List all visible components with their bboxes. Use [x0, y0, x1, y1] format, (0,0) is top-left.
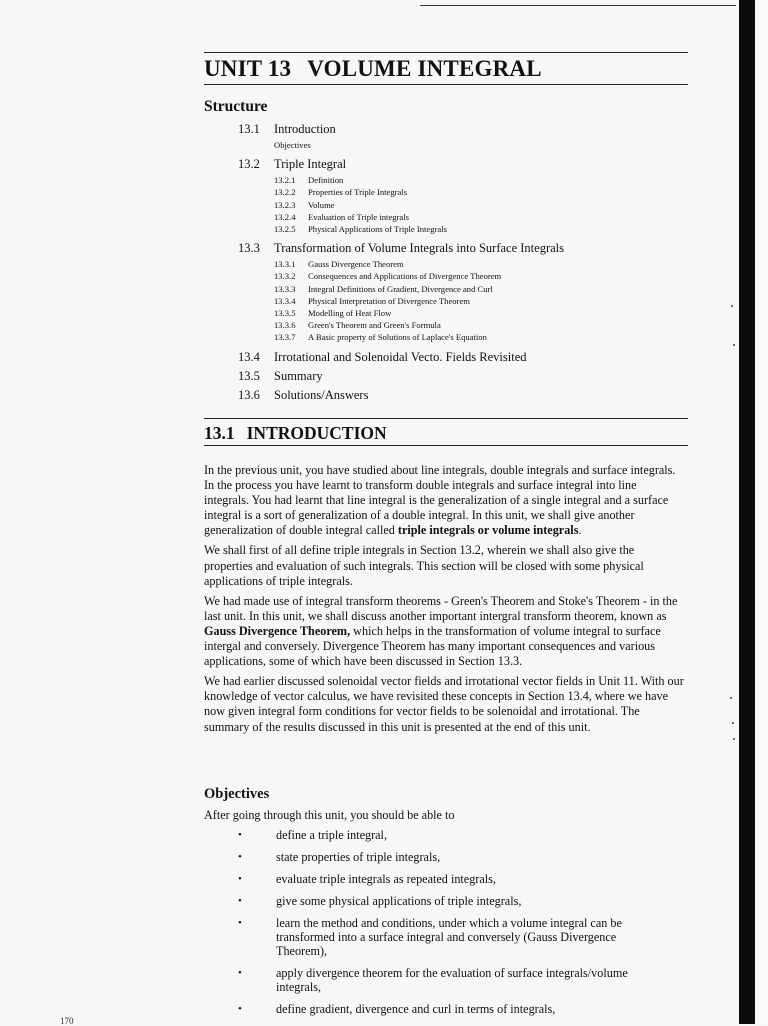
bullet-icon: • [238, 873, 242, 885]
list-item [238, 850, 668, 864]
bullet-icon: • [238, 851, 242, 863]
toc-subitem-label: Consequences and Applications of Divergence Theorem [308, 271, 502, 282]
section-name: INTRODUCTION [246, 423, 387, 443]
header-rule-bottom [204, 84, 688, 85]
toc-subitem-label: Properties of Triple Integrals [308, 187, 408, 198]
table-of-contents [238, 120, 718, 405]
toc-subitem-label: Green's Theorem and Green's Formula [308, 320, 441, 331]
toc-subitem [274, 139, 718, 151]
scan-margin [755, 0, 768, 1024]
toc-subitem-number: 13.2.4 [274, 211, 296, 222]
list-item [238, 894, 668, 908]
toc-item-number: 13.1 [238, 122, 260, 136]
paragraph-text: In the previous unit, you have studied about line integrals, double integrals and surface integrals. In the process you have learnt to transform double integrals and surface integral into line integrals. You had learnt that line integral is the generalization of a single integral and a surface integral is a sort of generalization of a double integral. In this unit, we shall give another generalization of double integral called [204, 463, 676, 538]
toc-subitem-label: Definition [308, 175, 344, 186]
toc-subitem [274, 270, 718, 282]
toc-item-number: 13.5 [238, 368, 260, 383]
toc-item-number: 13.6 [238, 387, 260, 402]
toc-item [238, 120, 718, 139]
toc-item-label: Irrotational and Solenoidal Vecto. Fields Revisited [274, 349, 527, 364]
list-item-text: learn the method and conditions, under which a volume integral can be transformed into a surface integral and conversely (Gauss Divergence Theorem), [276, 916, 622, 958]
toc-item-label: Triple Integral [274, 157, 347, 172]
toc-subitem-label: Objectives [274, 140, 311, 150]
header-rule-top [204, 52, 688, 53]
scan-speck [731, 305, 733, 307]
toc-subitem-number: 13.3.5 [274, 308, 296, 319]
toc-item-label: Summary [274, 368, 323, 383]
toc-subitem-number: 13.3.7 [274, 332, 296, 343]
section-number: 13.1 [204, 423, 235, 443]
toc-subitem [274, 223, 718, 235]
toc-subitem-label: Modelling of Heat Flow [308, 308, 392, 319]
objectives-heading: Objectives [204, 786, 270, 802]
paragraph [204, 543, 684, 588]
structure-heading: Structure [204, 98, 268, 115]
toc-subitem [274, 331, 718, 343]
toc-item-label: Solutions/Answers [274, 387, 369, 402]
paragraph [204, 463, 684, 538]
toc-item-number: 13.2 [238, 157, 260, 172]
toc-subitem-label: Integral Definitions of Gradient, Divergence and Curl [308, 283, 493, 294]
toc-subitem-label: A Basic property of Solutions of Laplace's Equation [308, 332, 487, 343]
list-item-text: give some physical applications of triple integrals, [276, 894, 522, 908]
paragraph [204, 674, 684, 734]
toc-item [238, 386, 718, 405]
paragraph-emphasis: Gauss Divergence Theorem, [204, 623, 351, 638]
objectives-list [238, 828, 668, 1024]
unit-title [204, 56, 542, 82]
list-item-text: apply divergence theorem for the evaluation of surface integrals/volume integrals, [276, 966, 628, 994]
toc-subitem-label: Volume [308, 199, 335, 210]
introduction-body [204, 463, 684, 740]
scan-speck [730, 697, 732, 699]
bullet-icon: • [238, 1003, 242, 1015]
list-item-text: define gradient, divergence and curl in terms of integrals, [276, 1002, 556, 1016]
toc-item-label: Transformation of Volume Integrals into Surface Integrals [274, 241, 564, 256]
toc-subitem-number: 13.2.5 [274, 224, 296, 235]
toc-item-number: 13.3 [238, 241, 260, 256]
paragraph [204, 594, 684, 669]
bullet-icon: • [238, 967, 242, 979]
toc-item [238, 367, 718, 386]
toc-subitem-number: 13.3.6 [274, 320, 296, 331]
toc-subitem [274, 307, 718, 319]
toc-subitem [274, 186, 718, 198]
list-item [238, 966, 668, 994]
toc-subitem-label: Evaluation of Triple integrals [308, 211, 409, 222]
scan-speck [733, 738, 735, 740]
toc-item [238, 239, 718, 258]
section-rule-top [204, 418, 688, 419]
bullet-icon: • [238, 895, 242, 907]
scan-binding-shadow [739, 0, 755, 1024]
toc-item [238, 155, 718, 174]
toc-subitem [274, 211, 718, 223]
list-item-text: state properties of triple integrals, [276, 850, 441, 864]
section-rule-bottom [204, 445, 688, 446]
toc-subitem-number: 13.2.2 [274, 187, 296, 198]
paragraph-text: We shall first of all define triple integrals in Section 13.2, wherein we shall also give the properties and evaluation of such integrals. This section will be closed with some physical applications of triple integrals. [204, 543, 644, 588]
toc-subitem [274, 174, 718, 186]
list-item [238, 828, 668, 842]
toc-subitem [274, 258, 718, 270]
toc-subitem [274, 199, 718, 211]
scan-speck [732, 722, 734, 724]
bullet-icon: • [238, 829, 242, 841]
list-item-text: define a triple integral, [276, 828, 387, 842]
list-item-text: evaluate triple integrals as repeated integrals, [276, 872, 496, 886]
objectives-intro: After going through this unit, you should be able to [204, 808, 455, 822]
toc-subitem-number: 13.3.2 [274, 271, 296, 282]
toc-subitem-number: 13.3.3 [274, 283, 296, 294]
scan-top-line [420, 5, 736, 6]
list-item [238, 1002, 668, 1016]
toc-item [238, 348, 718, 367]
toc-subitem-number: 13.2.3 [274, 199, 296, 210]
scan-speck [733, 344, 735, 346]
toc-subitem [274, 319, 718, 331]
toc-item-label: Introduction [274, 122, 336, 136]
list-item [238, 872, 668, 886]
toc-subitem [274, 295, 718, 307]
toc-subitem-label: Physical Interpretation of Divergence Theorem [308, 295, 470, 306]
unit-number: UNIT 13 [204, 56, 292, 81]
paragraph-text: We had earlier discussed solenoidal vector fields and irrotational vector fields in Unit 11. With our knowledge of vector calculus, we have revisited these concepts in Section 13.4, where we have now given integral form conditions for vector fields to be solenoidal and irrotational. The summary of the results discussed in this unit is presented at the end of this unit. [204, 674, 684, 734]
unit-name: VOLUME INTEGRAL [307, 56, 542, 81]
toc-subitem-number: 13.3.4 [274, 295, 296, 306]
toc-subitem [274, 283, 718, 295]
toc-subitem-label: Physical Applications of Triple Integrals [308, 224, 447, 235]
toc-subitem-label: Gauss Divergence Theorem [308, 259, 404, 270]
toc-subitem-number: 13.2.1 [274, 175, 296, 186]
paragraph-emphasis: triple integrals or volume integrals [397, 523, 579, 538]
list-item [238, 916, 668, 958]
toc-item-number: 13.4 [238, 349, 260, 364]
bullet-icon: • [238, 917, 242, 929]
toc-subitem-number: 13.3.1 [274, 259, 296, 270]
paragraph-text-end: . [578, 523, 582, 538]
paragraph-text-end: which helps in the transformation of volume integral to surface intergal and conversely. Divergence Theorem has many important consequences and various applications, some of which have been discussed in Section 13.3. [204, 623, 661, 669]
section-title [204, 423, 387, 444]
page-number: 170 [60, 1016, 74, 1026]
paragraph-text: We had made use of integral transform theorems - Green's Theorem and Stoke's Theorem - in the last unit. In this unit, we shall discuss another important intergral transform theorem, known as [204, 593, 678, 623]
